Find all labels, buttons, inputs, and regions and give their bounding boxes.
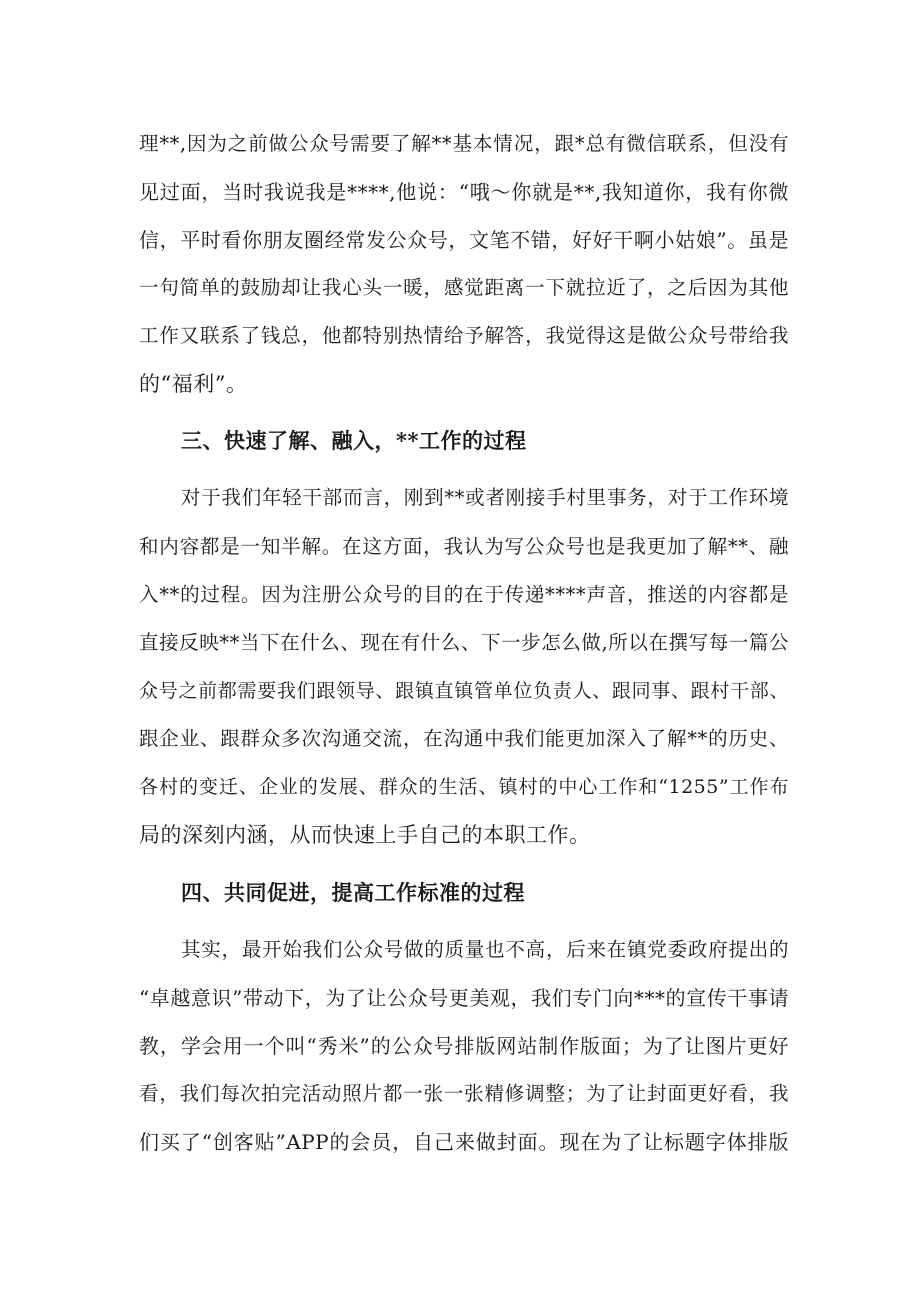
paragraph-3-line-5: 们买了“创客贴”APP的会员，自己来做封面。现在为了让标题字体排版 [139, 1130, 789, 1154]
paragraph-1-line-5: 工作又联系了钱总，他都特别热情给予解答，我觉得这是做公众号带给我 [139, 324, 789, 347]
paragraph-2-line-1: 对于我们年轻干部而言，刚到**或者刚接手村里事务，对于工作环境 [181, 486, 789, 509]
paragraph-2-line-7: 各村的变迁、企业的发展、群众的生活、镇村的中心工作和“1255”工作布 [139, 776, 789, 798]
paragraph-1-line-1: 理**,因为之前做公众号需要了解**基本情况，跟*总有微信联系，但没有 [139, 132, 789, 155]
paragraph-1-line-6: 的“福利”。 [139, 372, 248, 396]
paragraph-2-line-8: 局的深刻内涵，从而快速上手自己的本职工作。 [139, 823, 591, 847]
paragraph-1-line-3: 信，平时看你朋友圈经常发公众号，文笔不错，好好干啊小姑娘”。虽是 [139, 228, 789, 252]
paragraph-2-line-3: 入**的过程。因为注册公众号的目的在于传递****声音，推送的内容都是 [139, 583, 789, 606]
paragraph-1-line-4: 一句简单的鼓励却让我心头一暖，感觉距离一下就拉近了，之后因为其他 [139, 276, 789, 299]
paragraph-3-line-1: 其实，最开始我们公众号做的质量也不高，后来在镇党委政府提出的 [181, 938, 789, 961]
section-heading-4: 四、共同促进，提高工作标准的过程 [181, 880, 525, 905]
paragraph-3-line-2: “卓越意识”带动下，为了让公众号更美观，我们专门向***的宣传干事请 [139, 986, 789, 1010]
section-heading-3: 三、快速了解、融入，**工作的过程 [181, 428, 527, 453]
paragraph-2-line-5: 众号之前都需要我们跟领导、跟镇直镇管单位负责人、跟同事、跟村干部、 [139, 680, 789, 702]
paragraph-1-line-2: 见过面，当时我说我是****,他说：“哦～你就是**,我知道你，我有你微 [139, 180, 789, 204]
paragraph-3-line-4: 看，我们每次拍完活动照片都一张一张精修调整；为了让封面更好看，我 [139, 1082, 789, 1105]
paragraph-2-line-2: 和内容都是一知半解。在这方面，我认为写公众号也是我更加了解**、融 [139, 535, 789, 558]
paragraph-2-line-6: 跟企业、跟群众多次沟通交流，在沟通中我们能更加深入了解**的历史、 [139, 727, 789, 750]
paragraph-2-line-4: 直接反映**当下在什么、现在有什么、下一步怎么做,所以在撰写每一篇公 [139, 631, 789, 654]
paragraph-3-line-3: 教，学会用一个叫“秀米”的公众号排版网站制作版面；为了让图片更好 [139, 1034, 789, 1058]
